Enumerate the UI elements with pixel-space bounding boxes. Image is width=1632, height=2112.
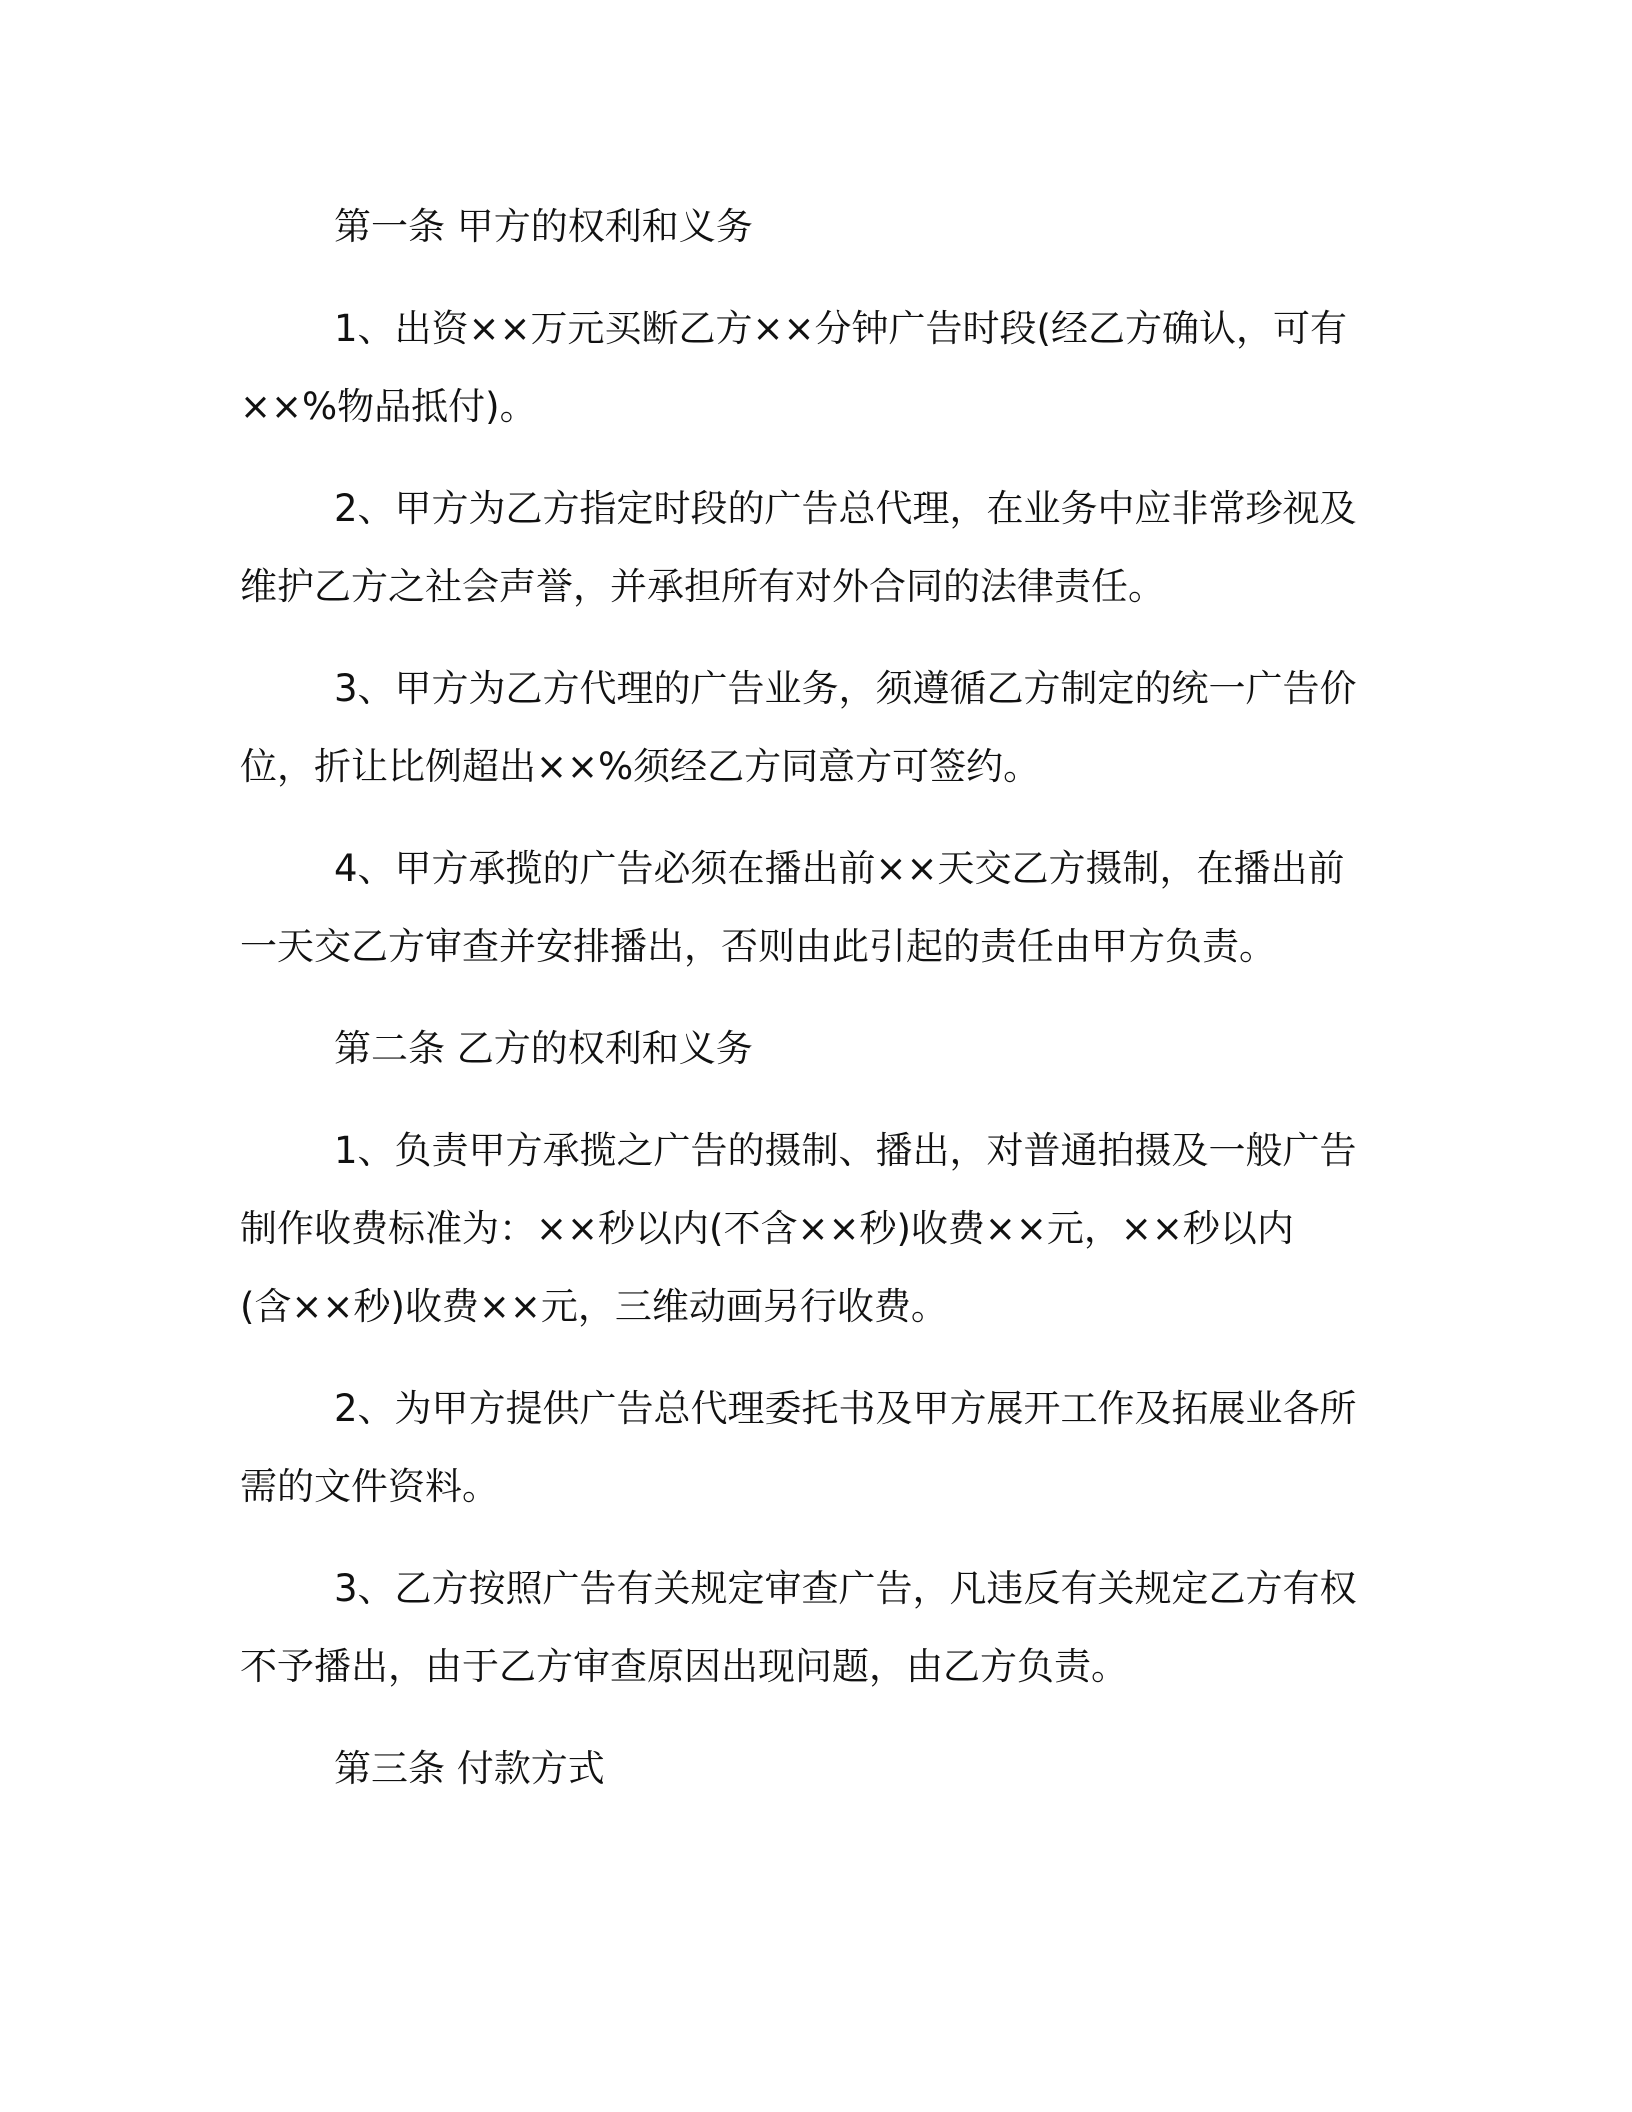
text-line: 3、乙方按照广告有关规定审查广告，凡违反有关规定乙方有权 (334, 1567, 1357, 1610)
text-line: 1、负责甲方承揽之广告的摄制、播出，对普通拍摄及一般广告 (334, 1129, 1357, 1172)
text-line: ××%物品抵付)。 (240, 385, 537, 428)
text-line: 1、出资××万元买断乙方××分钟广告时段(经乙方确认，可有 (334, 307, 1347, 350)
section-2-clause-2 (240, 1370, 1380, 1526)
text-line: 维护乙方之社会声誉，并承担所有对外合同的法律责任。 (240, 565, 1165, 608)
text-line: 制作收费标准为：××秒以内(不含××秒)收费××元，××秒以内 (240, 1207, 1294, 1250)
section-1-clause-4 (240, 830, 1380, 986)
section-2-clause-1 (240, 1112, 1380, 1346)
text-line: 需的文件资料。 (240, 1465, 499, 1508)
section-1-clause-1 (240, 290, 1380, 446)
text-line: (含××秒)收费××元，三维动画另行收费。 (240, 1285, 948, 1328)
text-line: 一天交乙方审查并安排播出，否则由此引起的责任由甲方负责。 (240, 925, 1276, 968)
text-line: 2、为甲方提供广告总代理委托书及甲方展开工作及拓展业各所 (334, 1387, 1357, 1430)
section-2-clause-3 (240, 1550, 1380, 1706)
text-line: 2、甲方为乙方指定时段的广告总代理，在业务中应非常珍视及 (334, 487, 1357, 530)
section-1-heading: 第一条 甲方的权利和义务 (334, 205, 753, 248)
section-2-heading: 第二条 乙方的权利和义务 (334, 1027, 753, 1070)
section-1-clause-2 (240, 470, 1380, 626)
document-page (240, 188, 1380, 1832)
text-line: 不予播出，由于乙方审查原因出现问题，由乙方负责。 (240, 1645, 1128, 1688)
section-1-clause-3 (240, 650, 1380, 806)
section-3-heading: 第三条 付款方式 (334, 1747, 605, 1790)
text-line: 3、甲方为乙方代理的广告业务，须遵循乙方制定的统一广告价 (334, 667, 1357, 710)
text-line: 位，折让比例超出××%须经乙方同意方可签约。 (240, 745, 1041, 788)
text-line: 4、甲方承揽的广告必须在播出前××天交乙方摄制，在播出前 (334, 847, 1345, 890)
